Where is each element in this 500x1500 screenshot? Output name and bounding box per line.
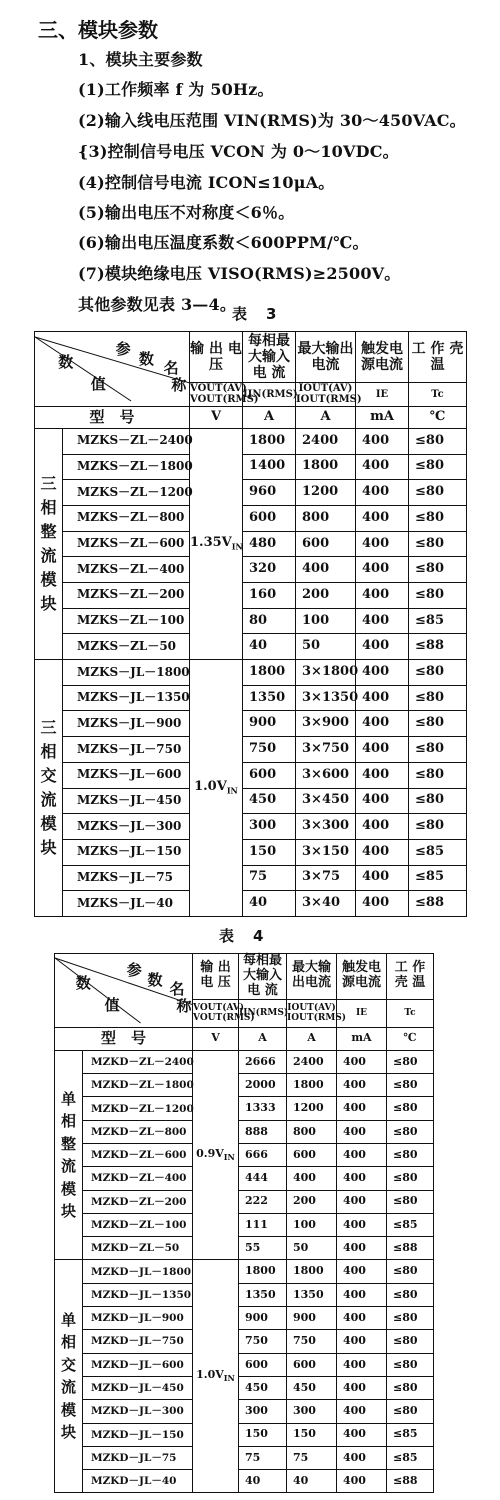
value-cell: ≤88 [387,1470,434,1493]
header-col2: 每相最大输入电 流 [239,954,287,1000]
param-heading: 1、模块主要参数 [78,50,203,69]
value-cell: 1350 [287,1283,337,1306]
model-cell: MZKD－JL－900 [83,1307,193,1330]
group-name-char: 三 [40,473,57,493]
value-cell: 2000 [239,1074,287,1097]
param-line: (1)工作频率 f 为 50Hz。 [78,80,274,99]
symbol-col2: IIN(RMS) [239,999,287,1027]
diag-word-shu: 数 [147,971,163,990]
model-cell: MZKD－ZL－1200 [83,1097,193,1120]
value-cell: ≤80 [387,1376,434,1399]
value-cell: 80 [243,608,296,634]
value-cell: 111 [239,1213,287,1236]
output-voltage-cell [193,1050,239,1260]
model-cell: MZKD－JL－750 [83,1330,193,1353]
value-cell: 3×450 [296,788,356,814]
value-cell: 400 [337,1120,387,1143]
value-cell: 800 [296,505,356,531]
param-line: (6)输出电压温度系数＜600PPM/℃。 [78,233,369,252]
model-cell: MZKD－ZL－50 [83,1237,193,1260]
value-cell: 300 [287,1400,337,1423]
model-cell: MZKS－ZL－800 [63,505,190,531]
value-cell: 40 [243,891,296,917]
table-3-caption: 表 3 [232,305,279,323]
unit-col3: A [296,407,356,429]
symbol-col5: Tc [409,382,467,407]
unit-col2: A [243,407,296,429]
diag-word-can: 参 [126,960,142,979]
value-cell: ≤80 [409,660,467,686]
model-cell: MZKD－ZL－2400 [83,1050,193,1073]
value-cell: 3×300 [296,814,356,840]
param-line: (7)模块绝缘电压 VISO(RMS)≥2500V。 [78,264,401,283]
model-cell: MZKS－JL－300 [63,814,190,840]
value-cell: 400 [296,557,356,583]
group-name-char: 单 [60,1310,76,1329]
table-3 [34,331,467,917]
value-cell: ≤80 [409,428,467,454]
model-cell: MZKS－JL－900 [63,711,190,737]
group-name [55,1050,83,1260]
unit-col5: ℃ [409,407,467,429]
unit-col2: A [239,1027,287,1050]
model-cell: MZKS－ZL－50 [63,634,190,660]
model-cell: MZKS－JL－450 [63,788,190,814]
value-cell: ≤80 [409,788,467,814]
value-cell: 666 [239,1144,287,1167]
value-cell: ≤80 [387,1167,434,1190]
value-cell: ≤80 [409,685,467,711]
diag-word-can: 参 [115,340,131,359]
value-cell: ≤80 [409,737,467,763]
param-line: {3)控制信号电压 VCON 为 0～10VDC。 [78,142,399,161]
subscript: IN [226,785,238,796]
value-cell: 400 [337,1446,387,1469]
model-cell: MZKD－ZL－1800 [83,1074,193,1097]
value-cell: 444 [239,1167,287,1190]
output-voltage-cell [190,428,243,659]
output-voltage: $1.0V_{IN}$ [194,779,238,796]
value-cell: 400 [337,1260,387,1283]
symbol-col3: IOUT(AV) IOUT(RMS) [287,999,337,1027]
group-name-char: 模 [40,814,57,834]
value-cell: 75 [287,1446,337,1469]
value-cell: 400 [356,531,409,557]
value-cell: 400 [356,711,409,737]
value-cell: 3×600 [296,762,356,788]
group-name-char: 模 [60,1400,76,1419]
header-col4: 触发电源电流 [356,332,409,383]
diag-word-zhi: 值 [104,995,120,1014]
value-cell: 900 [243,711,296,737]
value-cell: ≤80 [387,1400,434,1423]
value-cell: 222 [239,1190,287,1213]
value-cell: 400 [356,660,409,686]
value-cell: ≤80 [409,531,467,557]
value-cell: 3×150 [296,839,356,865]
group-name-char: 整 [60,1134,76,1153]
value-cell: 480 [243,531,296,557]
value-cell: ≤80 [387,1144,434,1167]
value-cell: 400 [356,814,409,840]
value-cell: 1350 [239,1283,287,1306]
value-cell: 2400 [287,1050,337,1073]
value-cell: 400 [337,1213,387,1236]
value-cell: ≤85 [409,839,467,865]
model-cell: MZKS－ZL－400 [63,557,190,583]
value-cell: 2400 [296,428,356,454]
value-cell: 2666 [239,1050,287,1073]
model-cell: MZKD－ZL－100 [83,1213,193,1236]
model-cell: MZKD－JL－450 [83,1376,193,1399]
subscript: IN [223,1152,235,1163]
value-cell: ≤88 [409,634,467,660]
group-name-char: 块 [60,1202,76,1221]
group-name-char: 交 [40,766,57,786]
model-cell: MZKS－ZL－1200 [63,480,190,506]
group-name-char: 相 [40,742,57,762]
value-cell: 960 [243,480,296,506]
value-cell: 1800 [243,428,296,454]
value-cell: 1800 [243,660,296,686]
header-col1: 输 出 电 压 [190,332,243,383]
value-cell: 1800 [287,1260,337,1283]
group-name [55,1260,83,1493]
model-cell: MZKS－JL－1800 [63,660,190,686]
symbol-col1: VOUT(AV) VOUT(RMS) [190,382,259,406]
diagonal-header-cell [55,954,193,1028]
diagonal-header-cell [35,332,190,407]
group-name-char: 相 [60,1333,76,1352]
unit-col4: mA [337,1027,387,1050]
model-cell: MZKD－JL－75 [83,1446,193,1469]
subscript: IN [223,1373,235,1384]
output-voltage-cell [190,660,243,917]
model-cell: MZKS－ZL－1800 [63,454,190,480]
value-cell: ≤80 [409,762,467,788]
value-cell: 400 [337,1353,387,1376]
model-cell: MZKD－JL－600 [83,1353,193,1376]
value-cell: 400 [356,891,409,917]
model-cell: MZKD－JL－40 [83,1470,193,1493]
value-cell: 3×40 [296,891,356,917]
value-cell: 888 [239,1120,287,1143]
value-cell: ≤80 [387,1330,434,1353]
value-cell: 450 [243,788,296,814]
unit-col1: V [190,407,243,429]
header-col5: 工 作 壳 温 [387,954,434,1000]
value-cell: 40 [243,634,296,660]
model-cell: MZKD－ZL－400 [83,1167,193,1190]
unit-col3: A [287,1027,337,1050]
value-cell: 1800 [287,1074,337,1097]
diag-word-cheng: 称 [176,997,192,1016]
value-cell: ≤85 [387,1423,434,1446]
value-cell: 400 [356,428,409,454]
value-cell: 1800 [239,1260,287,1283]
header-col1: 输 出 电 压 [193,954,239,1000]
value-cell: 800 [287,1120,337,1143]
value-cell: 400 [337,1307,387,1330]
group-name-char: 交 [60,1355,76,1374]
model-cell: MZKD－JL－150 [83,1423,193,1446]
value-cell: 750 [243,737,296,763]
table-4 [54,953,434,1493]
unit-col5: ℃ [387,1027,434,1050]
value-cell: 200 [296,583,356,609]
symbol-col5: Tc [387,999,434,1027]
model-cell: MZKS－JL－750 [63,737,190,763]
diag-word-shu: 数 [138,350,154,369]
diag-word-cheng: 称 [171,375,187,394]
symbol-col3: IOUT(AV) IOUT(RMS) [296,382,362,406]
model-cell: MZKD－JL－1350 [83,1283,193,1306]
subscript: IN [231,541,243,552]
value-cell: 600 [239,1353,287,1376]
value-cell: 400 [337,1400,387,1423]
group-name-char: 相 [60,1112,76,1131]
value-cell: ≤85 [387,1213,434,1236]
group-name-char: 模 [40,569,57,589]
value-cell: 3×75 [296,865,356,891]
diag-word-shu2: 数 [75,973,91,992]
group-name-char: 流 [60,1378,76,1397]
unit-col1: V [193,1027,239,1050]
value-cell: ≤80 [409,505,467,531]
value-cell: 400 [356,608,409,634]
value-cell: 600 [243,505,296,531]
value-cell: ≤80 [387,1190,434,1213]
param-line: 其他参数见表 3—4。 [78,295,237,314]
value-cell: 150 [239,1423,287,1446]
symbol-col4: IE [356,382,409,407]
value-cell: ≤80 [409,583,467,609]
value-cell: 1333 [239,1097,287,1120]
value-cell: 450 [287,1376,337,1399]
table-4-caption: 表 4 [219,927,266,945]
model-cell: MZKS－JL－75 [63,865,190,891]
value-cell: 200 [287,1190,337,1213]
value-cell: 400 [356,557,409,583]
output-voltage: $0.9V_{IN}$ [196,1146,235,1163]
param-line: (4)控制信号电流 ICON≤10μA。 [78,173,335,192]
value-cell: 400 [356,480,409,506]
value-cell: 400 [356,839,409,865]
diag-word-zhi: 值 [90,374,106,393]
group-name-char: 模 [60,1179,76,1198]
value-cell: 400 [337,1144,387,1167]
value-cell: 400 [356,583,409,609]
value-cell: 3×1350 [296,685,356,711]
value-cell: 900 [287,1307,337,1330]
header-col3: 最大输出电流 [296,332,356,383]
value-cell: 3×1800 [296,660,356,686]
model-column-label: 型 号 [55,1027,193,1050]
value-cell: 50 [296,634,356,660]
value-cell: 40 [287,1470,337,1493]
value-cell: 100 [296,608,356,634]
value-cell: ≤80 [387,1050,434,1073]
value-cell: 400 [337,1330,387,1353]
value-cell: ≤80 [387,1120,434,1143]
value-cell: 600 [296,531,356,557]
value-cell: 160 [243,583,296,609]
value-cell: 400 [356,685,409,711]
value-cell: 400 [356,737,409,763]
value-cell: 400 [337,1050,387,1073]
value-cell: ≤85 [387,1446,434,1469]
value-cell: 50 [287,1237,337,1260]
value-cell: 55 [239,1237,287,1260]
symbol-col2: IIN(RMS) [243,382,296,407]
value-cell: 400 [337,1167,387,1190]
output-voltage: $1.35V_{IN}$ [190,535,243,552]
value-cell: 450 [239,1376,287,1399]
value-cell: 400 [356,454,409,480]
value-cell: 1200 [296,480,356,506]
output-voltage: $1.0V_{IN}$ [196,1368,235,1384]
value-cell: 1350 [243,685,296,711]
value-cell: ≤80 [387,1307,434,1330]
symbol-col4: IE [337,999,387,1027]
model-cell: MZKS－JL－600 [63,762,190,788]
group-name-char: 整 [40,521,57,541]
symbol-col1: VOUT(AV) VOUT(RMS) [193,999,239,1027]
value-cell: ≤80 [387,1283,434,1306]
value-cell: 150 [287,1423,337,1446]
header-col5: 工 作 壳 温 [409,332,467,383]
model-cell: MZKD－JL－1800 [83,1260,193,1283]
model-cell: MZKS－ZL－200 [63,583,190,609]
value-cell: 400 [337,1237,387,1260]
value-cell: 400 [356,505,409,531]
value-cell: 400 [337,1190,387,1213]
value-cell: 400 [337,1470,387,1493]
value-cell: ≤80 [409,454,467,480]
value-cell: 3×900 [296,711,356,737]
value-cell: 400 [356,634,409,660]
value-cell: ≤80 [409,711,467,737]
value-cell: 320 [243,557,296,583]
group-name [35,660,63,917]
header-col2: 每相最大输入电 流 [243,332,296,383]
model-column-label: 型 号 [35,407,190,429]
unit-col4: mA [356,407,409,429]
value-cell: 75 [239,1446,287,1469]
diag-word-shu2: 数 [58,352,74,371]
value-cell: 400 [356,865,409,891]
value-cell: 3×750 [296,737,356,763]
value-cell: 400 [337,1097,387,1120]
group-name-char: 流 [40,545,57,565]
group-name-char: 三 [40,718,57,738]
value-cell: 400 [356,788,409,814]
value-cell: ≤85 [409,608,467,634]
value-cell: ≤80 [409,557,467,583]
value-cell: 400 [337,1376,387,1399]
value-cell: 1400 [243,454,296,480]
value-cell: ≤80 [387,1097,434,1120]
value-cell: 300 [243,814,296,840]
value-cell: 1200 [287,1097,337,1120]
model-cell: MZKS－JL－150 [63,839,190,865]
value-cell: 600 [287,1353,337,1376]
value-cell: 75 [243,865,296,891]
value-cell: 600 [243,762,296,788]
value-cell: 400 [356,762,409,788]
model-cell: MZKD－ZL－600 [83,1144,193,1167]
value-cell: 750 [287,1330,337,1353]
model-cell: MZKS－ZL－2400 [63,428,190,454]
model-cell: MZKD－JL－300 [83,1400,193,1423]
value-cell: ≤80 [409,814,467,840]
model-cell: MZKS－JL－40 [63,891,190,917]
value-cell: ≤80 [387,1260,434,1283]
value-cell: ≤88 [409,891,467,917]
value-cell: 100 [287,1213,337,1236]
value-cell: 400 [287,1167,337,1190]
header-col4: 触发电源电流 [337,954,387,1000]
value-cell: ≤80 [387,1353,434,1376]
param-line: (5)输出电压不对称度＜6％。 [78,203,295,222]
value-cell: ≤88 [387,1237,434,1260]
diag-word-ming: 名 [163,359,179,378]
group-name-char: 块 [40,838,57,858]
value-cell: 750 [239,1330,287,1353]
value-cell: 150 [243,839,296,865]
value-cell: 400 [337,1283,387,1306]
value-cell: 40 [239,1470,287,1493]
group-name-char: 流 [60,1157,76,1176]
value-cell: 300 [239,1400,287,1423]
group-name-char: 块 [60,1423,76,1442]
section-title: 三、模块参数 [38,18,158,42]
group-name-char: 单 [60,1089,76,1108]
group-name [35,428,63,659]
output-voltage-cell [193,1260,239,1493]
group-name-char: 块 [40,593,57,613]
value-cell: 400 [337,1074,387,1097]
model-cell: MZKS－ZL－600 [63,531,190,557]
model-cell: MZKD－ZL－200 [83,1190,193,1213]
header-col3: 最大输出电流 [287,954,337,1000]
param-line: (2)输入线电压范围 VIN(RMS)为 30～450VAC。 [78,111,466,130]
group-name-char: 相 [40,497,57,517]
model-cell: MZKD－ZL－800 [83,1120,193,1143]
value-cell: 900 [239,1307,287,1330]
diag-word-ming: 名 [169,980,185,999]
value-cell: ≤80 [409,480,467,506]
value-cell: 1800 [296,454,356,480]
model-cell: MZKS－ZL－100 [63,608,190,634]
value-cell: 600 [287,1144,337,1167]
value-cell: 400 [337,1423,387,1446]
model-cell: MZKS－JL－1350 [63,685,190,711]
value-cell: ≤80 [387,1074,434,1097]
group-name-char: 流 [40,790,57,810]
value-cell: ≤85 [409,865,467,891]
